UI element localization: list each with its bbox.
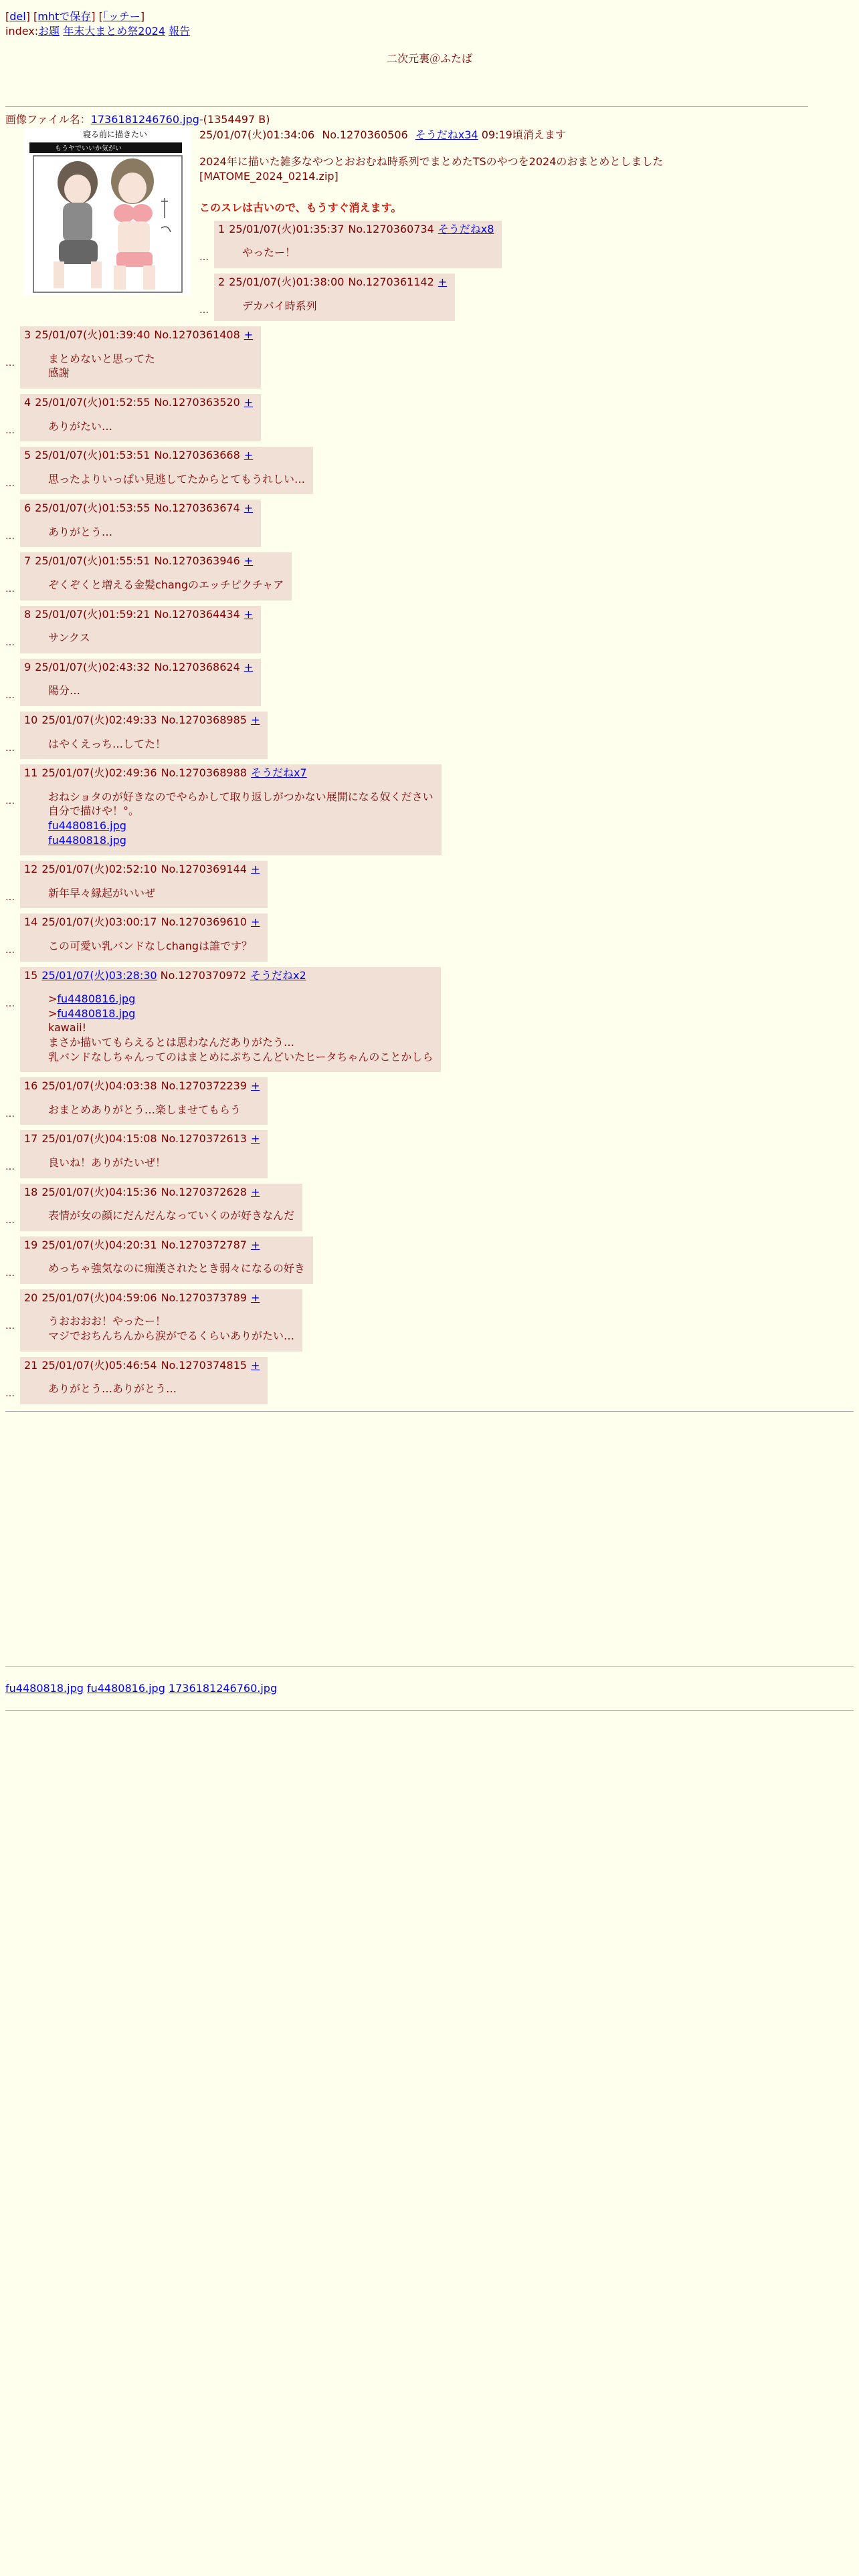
nested-replies bbox=[199, 221, 854, 321]
op-header bbox=[199, 128, 854, 142]
reply-comment bbox=[48, 1261, 305, 1276]
reply-post bbox=[20, 1237, 313, 1284]
comment-line: 思ったよりいっぱい見逃してたからとてもうれしい… bbox=[48, 472, 306, 486]
reply-comment bbox=[48, 886, 260, 901]
soudane-plus-link[interactable]: + bbox=[250, 1238, 260, 1251]
reply-header bbox=[24, 328, 253, 342]
soudane-plus-link[interactable]: + bbox=[244, 607, 254, 621]
reply-dots: … bbox=[5, 1388, 15, 1399]
reply-post bbox=[20, 447, 313, 494]
reply-post-number[interactable]: No.1270368988 bbox=[161, 766, 247, 780]
op-file-link[interactable]: 1736181246760.jpg bbox=[90, 112, 199, 126]
reply-date: 25/01/07(火)04:15:36 bbox=[41, 1185, 157, 1198]
reply-post bbox=[20, 1184, 302, 1231]
reply-post bbox=[20, 861, 268, 908]
reply-post-number[interactable]: No.1270370972 bbox=[160, 968, 247, 982]
soudane-plus-link[interactable]: + bbox=[244, 554, 254, 568]
attached-file-link[interactable]: fu4480818.jpg bbox=[48, 833, 126, 847]
reply-post bbox=[20, 552, 292, 600]
file-label: 画像ファイル名： bbox=[5, 112, 91, 126]
expire-warning: このスレは古いので、もうすぐ消えます。 bbox=[199, 201, 402, 215]
reply-header bbox=[24, 395, 253, 410]
comment-line: 表情が女の顔にだんだんなっていくのが好きなんだ bbox=[48, 1209, 295, 1222]
reply-post-number[interactable]: No.1270361142 bbox=[348, 275, 434, 288]
reply-post bbox=[214, 221, 502, 268]
reply-date: 25/01/07(火)01:38:00 bbox=[229, 275, 345, 288]
reply-comment bbox=[48, 683, 253, 698]
reply-date: 25/01/07(火)01:53:55 bbox=[35, 502, 151, 515]
reply-number: 4 bbox=[24, 395, 31, 409]
footer-file-list bbox=[5, 1681, 854, 1696]
reply-dots: … bbox=[5, 1214, 15, 1226]
reply-date: 25/01/07(火)01:39:40 bbox=[35, 328, 151, 342]
reply-number: 18 bbox=[24, 1185, 38, 1198]
reply-comment bbox=[48, 419, 253, 434]
reply-date: 25/01/07(火)03:00:17 bbox=[41, 916, 157, 929]
board-title: 二次元裏＠ふたば bbox=[386, 52, 472, 66]
index-nav bbox=[5, 24, 854, 39]
reply-post bbox=[20, 712, 268, 759]
reply-row bbox=[5, 552, 854, 600]
reply-post bbox=[20, 1130, 268, 1178]
reply-comment bbox=[242, 299, 447, 314]
reply-post bbox=[20, 606, 261, 653]
reply-header bbox=[24, 1079, 260, 1093]
soudane-plus-link[interactable]: + bbox=[250, 863, 260, 876]
reply-comment bbox=[48, 1314, 294, 1343]
soudane-plus-link[interactable]: + bbox=[250, 916, 260, 929]
comment-line: ぞくぞくと増える金髪changのエッチピクチャア bbox=[48, 578, 284, 592]
reply-row bbox=[5, 500, 854, 547]
index-label: index: bbox=[5, 24, 39, 37]
comment-line: おねショタのが好きなのでやらかして取り返しがつかない展開になる奴ください bbox=[48, 790, 434, 803]
reply-number: 1 bbox=[218, 222, 225, 235]
comment-line: ありがとう…ありがとう… bbox=[48, 1382, 177, 1396]
reply-number: 5 bbox=[24, 449, 31, 462]
reply-post bbox=[20, 500, 261, 547]
reply-dots: … bbox=[5, 743, 15, 754]
reply-post-number[interactable]: No.1270369144 bbox=[161, 863, 247, 876]
reply-post bbox=[20, 1077, 268, 1125]
comment-line: 感謝 bbox=[48, 366, 70, 380]
reply-post bbox=[214, 274, 455, 321]
comment-line: 新年早々縁起がいいぜ bbox=[48, 886, 156, 899]
reply-comment bbox=[48, 992, 433, 1064]
reply-post-number[interactable]: No.1270363674 bbox=[154, 502, 240, 515]
reply-dots: … bbox=[5, 1162, 15, 1173]
soudane-plus-link[interactable]: + bbox=[244, 395, 254, 409]
soudane-plus-link[interactable]: + bbox=[250, 1132, 260, 1146]
reply-comment bbox=[48, 578, 284, 593]
reply-dots: … bbox=[199, 251, 209, 263]
comment-line: やったー！ bbox=[242, 246, 296, 259]
reply-header bbox=[24, 501, 253, 516]
op-comment-line: [MATOME_2024_0214.zip] bbox=[199, 169, 339, 183]
reply-comment bbox=[48, 1156, 260, 1170]
attached-file-line bbox=[48, 819, 434, 833]
reply-dots: … bbox=[5, 1109, 15, 1120]
soudane-plus-link[interactable]: + bbox=[244, 660, 254, 673]
reply-post-number[interactable]: No.1270373789 bbox=[161, 1291, 247, 1304]
op-file-info bbox=[5, 112, 854, 127]
reply-date: 25/01/07(火)01:53:51 bbox=[35, 449, 151, 462]
reply-row bbox=[5, 1077, 854, 1125]
reply-post-number[interactable]: No.1270363520 bbox=[154, 395, 240, 409]
reply-post-number[interactable]: No.1270372613 bbox=[161, 1132, 247, 1146]
top-nav: [del] [mhtで保存] [｢ッチー] bbox=[5, 10, 145, 23]
reply-row bbox=[5, 712, 854, 759]
soudane-plus-link[interactable]: + bbox=[244, 328, 254, 342]
reply-dots: … bbox=[5, 358, 15, 369]
reply-post bbox=[20, 967, 441, 1073]
reply-number: 21 bbox=[24, 1358, 38, 1372]
reply-row bbox=[5, 326, 854, 389]
soudane-link[interactable]: そうだねx8 bbox=[438, 222, 494, 235]
op-expire: 09:19頃消えます bbox=[481, 128, 566, 142]
thumbnail-illustration bbox=[24, 128, 191, 295]
soudane-plus-link[interactable]: + bbox=[244, 449, 254, 462]
reply-header bbox=[24, 660, 253, 675]
reply-row bbox=[5, 606, 854, 653]
reply-comment bbox=[48, 737, 260, 752]
reply-date: 25/01/07(火)05:46:54 bbox=[41, 1358, 157, 1372]
reply-comment bbox=[48, 1382, 260, 1396]
reply-header bbox=[24, 448, 305, 463]
divider bbox=[5, 1666, 854, 1667]
empty-area bbox=[5, 1412, 854, 1666]
reply-comment bbox=[48, 1208, 294, 1223]
reply-header bbox=[24, 862, 260, 877]
reply-post-number[interactable]: No.1270374815 bbox=[161, 1358, 247, 1372]
reply-comment bbox=[48, 525, 253, 540]
reply-comment bbox=[48, 472, 305, 487]
reply-dots: … bbox=[5, 998, 15, 1009]
reply-post-number[interactable]: No.1270363668 bbox=[154, 449, 240, 462]
del-link[interactable]: del bbox=[9, 10, 26, 23]
reply-post-number[interactable]: No.1270361408 bbox=[154, 328, 240, 342]
reply-post bbox=[20, 394, 261, 441]
soudane-plus-link[interactable]: + bbox=[244, 502, 254, 515]
quote-line bbox=[48, 1006, 433, 1021]
divider bbox=[5, 106, 808, 107]
op-thumbnail[interactable] bbox=[24, 128, 191, 295]
reply-dots: … bbox=[5, 689, 15, 701]
reply-post-number[interactable]: No.1270363946 bbox=[154, 554, 240, 568]
reply-row bbox=[5, 1130, 854, 1178]
reply-row bbox=[199, 274, 854, 321]
quote-mark: > bbox=[48, 1006, 58, 1020]
matome-link[interactable]: 年末大まとめ祭2024 bbox=[63, 24, 166, 37]
footer-file-link[interactable]: 1736181246760.jpg bbox=[168, 1681, 278, 1695]
reply-number: 11 bbox=[24, 766, 38, 780]
comment-line: まとめないと思ってた bbox=[48, 352, 156, 365]
reply-post-number[interactable]: No.1270369610 bbox=[161, 916, 247, 929]
reply-header bbox=[24, 1132, 260, 1146]
reply-comment bbox=[48, 939, 260, 954]
reply-dots: … bbox=[5, 425, 15, 436]
reply-number: 16 bbox=[24, 1079, 38, 1093]
soudane-plus-link[interactable]: + bbox=[250, 1185, 260, 1198]
reply-header bbox=[24, 1291, 294, 1305]
op-number[interactable]: No.1270360506 bbox=[322, 128, 408, 142]
comment-line: 自分で描けや！°。 bbox=[48, 804, 140, 818]
op-date: 25/01/07(火)01:34:06 bbox=[199, 128, 315, 142]
reply-post bbox=[20, 326, 261, 389]
attached-file-link[interactable]: fu4480816.jpg bbox=[48, 819, 126, 832]
reply-number: 17 bbox=[24, 1132, 38, 1146]
reply-row bbox=[5, 861, 854, 908]
soudane-link[interactable]: そうだねx2 bbox=[250, 968, 306, 982]
quote-line bbox=[48, 992, 433, 1006]
comment-line: おまとめありがとう…楽しませてもらう bbox=[48, 1103, 242, 1116]
reply-date: 25/01/07(火)01:59:21 bbox=[35, 607, 151, 621]
reply-date: 25/01/07(火)04:59:06 bbox=[41, 1291, 157, 1304]
quoted-file-link[interactable]: fu4480816.jpg bbox=[57, 992, 136, 1006]
reply-row bbox=[5, 1184, 854, 1231]
reply-number: 20 bbox=[24, 1291, 38, 1304]
comment-line: 乳バンドなしちゃんってのはまとめにぷちこんどいたヒータちゃんのことかしら bbox=[48, 1050, 434, 1063]
touch-link[interactable]: ｢ッチー bbox=[102, 10, 140, 23]
reply-date: 25/01/07(火)01:55:51 bbox=[35, 554, 151, 568]
comment-line: サンクス bbox=[48, 631, 90, 645]
reply-dots: … bbox=[199, 304, 209, 316]
reply-dots: … bbox=[5, 796, 15, 807]
reply-post bbox=[20, 1289, 302, 1352]
op-soudane-link[interactable]: そうだねx34 bbox=[415, 128, 478, 142]
reply-row bbox=[5, 1289, 854, 1352]
reply-number: 14 bbox=[24, 916, 38, 929]
soudane-plus-link[interactable]: + bbox=[250, 714, 260, 727]
reply-number: 9 bbox=[24, 660, 31, 673]
attached-file-line bbox=[48, 833, 434, 848]
comment-line: ありがたい… bbox=[48, 419, 113, 433]
reply-header bbox=[24, 713, 260, 728]
reply-post-number[interactable]: No.1270372239 bbox=[161, 1079, 247, 1093]
reply-row bbox=[5, 1357, 854, 1404]
reply-row bbox=[5, 914, 854, 961]
reply-date: 25/01/07(火)04:15:08 bbox=[41, 1132, 157, 1146]
reply-header bbox=[24, 1358, 260, 1373]
reply-comment bbox=[48, 631, 253, 645]
reply-post-number[interactable]: No.1270364434 bbox=[154, 607, 240, 621]
reply-number: 10 bbox=[24, 714, 38, 727]
reply-post-number[interactable]: No.1270368985 bbox=[161, 714, 247, 727]
reply-number: 7 bbox=[24, 554, 31, 568]
divider bbox=[5, 1710, 854, 1711]
thumb-caption: 寝る前に描きたい bbox=[83, 130, 148, 140]
report-link[interactable]: 報告 bbox=[169, 24, 191, 37]
reply-header bbox=[24, 554, 284, 568]
quoted-file-link[interactable]: fu4480818.jpg bbox=[57, 1006, 136, 1020]
reply-header bbox=[218, 222, 494, 237]
reply-header bbox=[218, 275, 447, 290]
comment-line: マジでおちんちんから涙がでるくらいありがたい… bbox=[48, 1329, 295, 1343]
reply-header bbox=[24, 1185, 294, 1200]
reply-row bbox=[199, 221, 854, 268]
reply-dots: … bbox=[5, 1267, 15, 1279]
reply-number: 8 bbox=[24, 607, 31, 621]
reply-number: 15 bbox=[24, 968, 38, 982]
reply-number: 19 bbox=[24, 1238, 38, 1251]
op-comment-line: 2024年に描いた雑多なやつとおおむね時系列でまとめたTSのやつを2024のおまとめとしました bbox=[199, 154, 664, 168]
reply-date: 25/01/07(火)01:35:37 bbox=[229, 222, 345, 235]
file-size: -(1354497 B) bbox=[199, 112, 270, 126]
reply-dots: … bbox=[5, 584, 15, 595]
op-post bbox=[5, 128, 854, 321]
soudane-plus-link[interactable]: + bbox=[438, 275, 448, 288]
op-comment bbox=[199, 154, 854, 183]
reply-post-number[interactable]: No.1270360734 bbox=[348, 222, 434, 235]
reply-row bbox=[5, 447, 854, 494]
reply-comment bbox=[242, 245, 494, 260]
topic-link[interactable]: お題 bbox=[38, 24, 60, 37]
comment-line: うおおおお！やったー！ bbox=[48, 1315, 167, 1328]
mht-save-link[interactable]: mhtで保存 bbox=[37, 10, 92, 23]
reply-number: 3 bbox=[24, 328, 31, 342]
comment-line: 陽分… bbox=[48, 684, 81, 697]
comment-line: はやくえっち…してた！ bbox=[48, 737, 167, 750]
soudane-plus-link[interactable]: + bbox=[250, 1079, 260, 1093]
reply-comment bbox=[48, 790, 434, 847]
reply-number: 6 bbox=[24, 502, 31, 515]
reply-row bbox=[5, 659, 854, 706]
reply-post bbox=[20, 1357, 268, 1404]
comment-line: ありがとう… bbox=[48, 525, 113, 538]
comment-line: 良いね！ありがたいぜ！ bbox=[48, 1156, 167, 1169]
reply-post-number[interactable]: No.1270368624 bbox=[154, 660, 240, 673]
reply-number: 12 bbox=[24, 863, 38, 876]
reply-post-number[interactable]: No.1270372628 bbox=[161, 1185, 247, 1198]
footer-file-link[interactable]: fu4480816.jpg bbox=[86, 1681, 165, 1695]
reply-dots: … bbox=[5, 478, 15, 490]
reply-dots: … bbox=[5, 945, 15, 956]
reply-list bbox=[5, 326, 854, 1404]
comment-line: デカパイ時系列 bbox=[242, 299, 317, 312]
reply-row bbox=[5, 967, 854, 1073]
reply-header bbox=[24, 607, 253, 622]
comment-line: まさか描いてもらえるとは思わなんだありがたう… bbox=[48, 1035, 295, 1049]
soudane-plus-link[interactable]: + bbox=[250, 1291, 260, 1304]
reply-header bbox=[24, 1238, 305, 1253]
reply-dots: … bbox=[5, 637, 15, 648]
reply-date: 25/01/07(火)02:49:33 bbox=[41, 714, 157, 727]
reply-row bbox=[5, 1237, 854, 1284]
reply-post bbox=[20, 764, 442, 855]
reply-post-number[interactable]: No.1270372787 bbox=[161, 1238, 247, 1251]
soudane-link[interactable]: そうだねx7 bbox=[250, 766, 307, 780]
reply-post bbox=[20, 914, 268, 961]
comment-line: この可愛い乳バンドなしchangは誰です？ bbox=[48, 939, 253, 952]
reply-date: 25/01/07(火)04:20:31 bbox=[41, 1238, 157, 1251]
thumb-banner: もうヤでいいか気がい bbox=[55, 145, 122, 153]
reply-date: 25/01/07(火)04:03:38 bbox=[41, 1079, 157, 1093]
footer-file-link[interactable]: fu4480818.jpg bbox=[5, 1681, 84, 1695]
reply-date: 25/01/07(火)02:43:32 bbox=[35, 660, 151, 673]
reply-dots: … bbox=[5, 892, 15, 903]
reply-comment bbox=[48, 1103, 260, 1117]
reply-dots: … bbox=[5, 1320, 15, 1331]
reply-dots: … bbox=[5, 531, 15, 542]
soudane-plus-link[interactable]: + bbox=[250, 1358, 260, 1372]
reply-row bbox=[5, 764, 854, 855]
reply-date: 25/01/07(火)02:49:36 bbox=[41, 766, 157, 780]
reply-row bbox=[5, 394, 854, 441]
quote-mark: > bbox=[48, 992, 58, 1006]
reply-number: 2 bbox=[218, 275, 225, 288]
reply-header bbox=[24, 915, 260, 930]
reply-post bbox=[20, 659, 261, 706]
comment-line: めっちゃ強気なのに痴漢されたとき弱々になるの好き bbox=[48, 1262, 305, 1275]
reply-comment bbox=[48, 352, 253, 381]
reply-date-link[interactable]: 25/01/07(火)03:28:30 bbox=[41, 968, 157, 982]
reply-header bbox=[24, 968, 433, 983]
reply-date: 25/01/07(火)02:52:10 bbox=[41, 863, 157, 876]
reply-header bbox=[24, 766, 434, 780]
comment-line: kawaii! bbox=[48, 1021, 86, 1035]
reply-date: 25/01/07(火)01:52:55 bbox=[35, 395, 151, 409]
